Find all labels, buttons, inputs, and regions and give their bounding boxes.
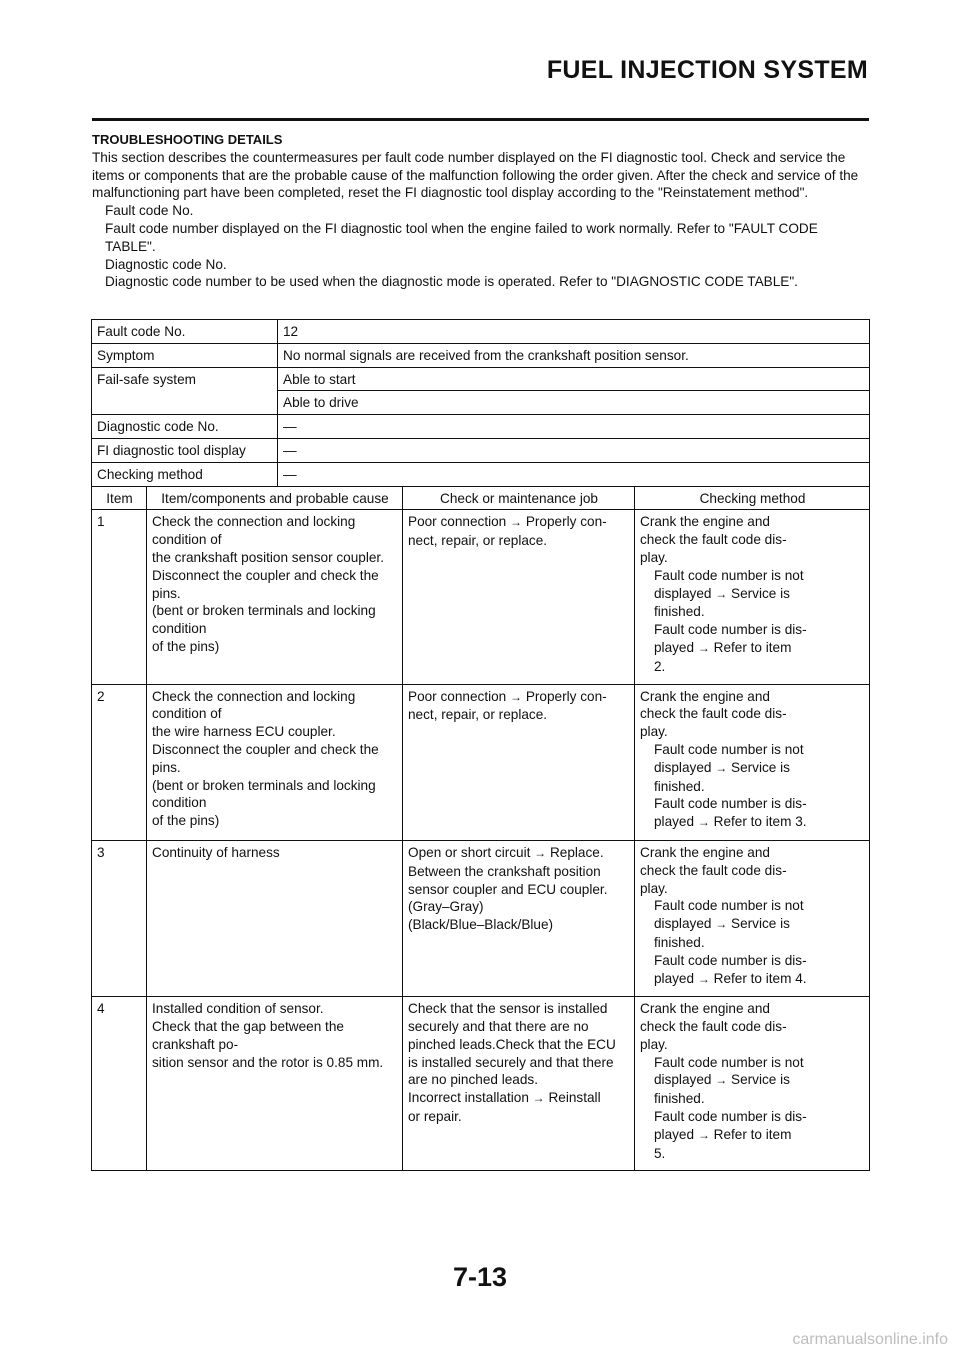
job-cell <box>403 510 635 684</box>
page-number: 7-13 <box>452 1262 508 1292</box>
cause-line: Check the connection and locking condition of <box>152 688 356 722</box>
info-value: 12 <box>278 320 870 344</box>
job-line: is installed securely and that there <box>408 1054 614 1070</box>
job-line: securely and that there are no <box>408 1019 589 1035</box>
cause-line: Installed condition of sensor. <box>152 1001 324 1017</box>
info-label: Symptom <box>92 343 278 367</box>
method-line: Refer to item <box>713 1126 792 1142</box>
method-line: check the fault code dis- <box>640 532 787 548</box>
arrow-icon: → <box>510 689 523 704</box>
method-line: played <box>654 1126 695 1142</box>
job-line: (Gray–Gray) <box>408 899 484 915</box>
item-number: 3 <box>92 840 147 996</box>
column-header-row <box>92 486 870 510</box>
method-line: displayed <box>654 759 712 775</box>
job-cell <box>403 684 635 840</box>
job-line: Properly con- <box>525 514 607 530</box>
info-value: Able to drive <box>278 391 870 415</box>
info-value: — <box>278 415 870 439</box>
table-row <box>92 997 870 1171</box>
col-header-cause: Item/components and probable cause <box>147 486 403 510</box>
def-diag-code-text: Diagnostic code number to be used when the diagnostic mode is operated. Refer to "DIAGNOSTIC CODE TABLE". <box>105 274 798 290</box>
method-line: played <box>654 970 695 986</box>
method-line: finished. <box>654 1091 705 1107</box>
method-line: Fault code number is dis- <box>654 796 807 812</box>
info-value: — <box>278 438 870 462</box>
method-line: Refer to item <box>713 639 792 655</box>
job-line: (Black/Blue–Black/Blue) <box>408 917 554 933</box>
cause-line: (bent or broken terminals and locking condition <box>152 603 376 637</box>
info-label: Diagnostic code No. <box>92 415 278 439</box>
info-row-method <box>92 462 870 486</box>
watermark: carmanualsonline.info <box>792 1331 948 1348</box>
troubleshooting-section <box>92 131 870 291</box>
method-line: finished. <box>654 934 705 950</box>
method-cell <box>635 840 870 996</box>
def-fault-code-text: Fault code number displayed on the FI diagnostic tool when the engine failed to work normally. Refer to "FAULT CODE TABLE". <box>105 220 818 254</box>
method-line: finished. <box>654 604 705 620</box>
method-line: 5. <box>654 1145 666 1161</box>
method-line: displayed <box>654 585 712 601</box>
method-line: play. <box>640 880 668 896</box>
method-line: play. <box>640 724 668 740</box>
arrow-icon: → <box>697 1127 710 1142</box>
method-line: finished. <box>654 778 705 794</box>
method-line: check the fault code dis- <box>640 706 787 722</box>
method-line: Fault code number is not <box>654 1054 804 1070</box>
method-line: displayed <box>654 1072 712 1088</box>
info-label: Checking method <box>92 462 278 486</box>
cause-line: Disconnect the coupler and check the pins. <box>152 567 379 601</box>
job-line: nect, repair, or replace. <box>408 707 548 723</box>
table-row <box>92 510 870 684</box>
method-line: check the fault code dis- <box>640 862 787 878</box>
section-heading: TROUBLESHOOTING DETAILS <box>92 132 283 147</box>
method-line: Service is <box>731 585 790 601</box>
cause-line: the wire harness ECU coupler. <box>152 724 336 740</box>
arrow-icon: → <box>697 640 710 655</box>
method-line: Service is <box>731 1072 790 1088</box>
method-cell <box>635 510 870 684</box>
job-cell <box>403 997 635 1171</box>
method-line: play. <box>640 549 668 565</box>
method-line: Crank the engine and <box>640 688 770 704</box>
col-header-item: Item <box>92 486 147 510</box>
method-line: Refer to item 3. <box>713 814 807 830</box>
info-row-symptom <box>92 343 870 367</box>
method-line: Fault code number is not <box>654 567 804 583</box>
info-label: Fault code No. <box>92 320 278 344</box>
method-line: play. <box>640 1036 668 1052</box>
cause-line: (bent or broken terminals and locking condition <box>152 777 376 811</box>
job-line: Check that the sensor is installed <box>408 1001 608 1017</box>
method-line: Crank the engine and <box>640 844 770 860</box>
title-rule <box>92 118 869 121</box>
job-line: Poor connection <box>408 514 507 530</box>
method-line: Fault code number is dis- <box>654 1109 807 1125</box>
cause-line: sition sensor and the rotor is 0.85 mm. <box>152 1054 384 1070</box>
info-value: Able to start <box>278 367 870 391</box>
info-row-diag <box>92 415 870 439</box>
job-line: Reinstall <box>548 1090 601 1106</box>
method-line: Fault code number is not <box>654 741 804 757</box>
method-cell <box>635 997 870 1171</box>
item-number: 1 <box>92 510 147 684</box>
job-line: Incorrect installation <box>408 1090 529 1106</box>
arrow-icon: → <box>534 845 547 860</box>
method-line: Fault code number is dis- <box>654 952 807 968</box>
cause-cell <box>147 840 403 996</box>
cause-line: of the pins) <box>152 638 220 654</box>
info-row-fault-code <box>92 320 870 344</box>
job-line: nect, repair, or replace. <box>408 533 548 549</box>
fault-code-table <box>91 319 870 1171</box>
arrow-icon: → <box>532 1091 545 1106</box>
info-value: No normal signals are received from the crankshaft position sensor. <box>278 343 870 367</box>
method-line: played <box>654 639 695 655</box>
method-cell <box>635 684 870 840</box>
job-line: or repair. <box>408 1109 462 1125</box>
info-label: FI diagnostic tool display <box>92 438 278 462</box>
method-line: Crank the engine and <box>640 1001 770 1017</box>
arrow-icon: → <box>715 1073 728 1088</box>
method-line: Fault code number is dis- <box>654 622 807 638</box>
method-line: 2. <box>654 658 666 674</box>
cause-line: Check that the gap between the crankshaft po- <box>152 1019 344 1052</box>
col-header-job: Check or maintenance job <box>403 486 635 510</box>
cause-cell <box>147 684 403 840</box>
col-header-method: Checking method <box>635 486 870 510</box>
job-line: pinched leads.Check that the ECU <box>408 1036 616 1052</box>
arrow-icon: → <box>697 971 710 986</box>
method-line: Refer to item 4. <box>713 970 807 986</box>
def-diag-code-label: Diagnostic code No. <box>105 256 227 272</box>
cause-line: of the pins) <box>152 813 220 829</box>
job-cell <box>403 840 635 996</box>
job-line: Open or short circuit <box>408 844 531 860</box>
job-line: Poor connection <box>408 688 507 704</box>
job-line: are no pinched leads. <box>408 1072 538 1088</box>
cause-line: Disconnect the coupler and check the pins. <box>152 741 379 775</box>
info-label: Fail-safe system <box>92 367 278 415</box>
cause-cell <box>147 997 403 1171</box>
cause-line: Continuity of harness <box>152 844 280 860</box>
arrow-icon: → <box>715 760 728 775</box>
item-number: 4 <box>92 997 147 1171</box>
info-row-fi-display <box>92 438 870 462</box>
arrow-icon: → <box>697 815 710 830</box>
def-fault-code-label: Fault code No. <box>105 203 194 219</box>
job-line: Between the crankshaft position <box>408 863 601 879</box>
info-row-failsafe <box>92 367 870 391</box>
job-line: Replace. <box>549 844 604 860</box>
job-line: Properly con- <box>525 688 607 704</box>
method-line: Crank the engine and <box>640 514 770 530</box>
table-row <box>92 840 870 996</box>
method-line: Service is <box>731 759 790 775</box>
arrow-icon: → <box>715 917 728 932</box>
page-title: FUEL INJECTION SYSTEM <box>546 56 868 84</box>
method-line: Service is <box>731 916 790 932</box>
cause-line: the crankshaft position sensor coupler. <box>152 549 384 565</box>
table-row <box>92 684 870 840</box>
cause-line: Check the connection and locking condition of <box>152 514 356 548</box>
item-number: 2 <box>92 684 147 840</box>
arrow-icon: → <box>715 586 728 601</box>
intro-paragraph: This section describes the countermeasures per fault code number displayed on the FI diagnostic tool. Check and service the items or components that are the probable cause of the malfunction following the order given. After the check and service of the malfunctioning part have been completed, reset the FI diagnostic tool display according to the "Reinstatement method". <box>92 149 859 201</box>
cause-cell <box>147 510 403 684</box>
method-line: displayed <box>654 916 712 932</box>
method-line: check the fault code dis- <box>640 1019 787 1035</box>
job-line: sensor coupler and ECU coupler. <box>408 881 608 897</box>
method-line: Fault code number is not <box>654 898 804 914</box>
method-line: played <box>654 814 695 830</box>
info-value: — <box>278 462 870 486</box>
arrow-icon: → <box>510 515 523 530</box>
